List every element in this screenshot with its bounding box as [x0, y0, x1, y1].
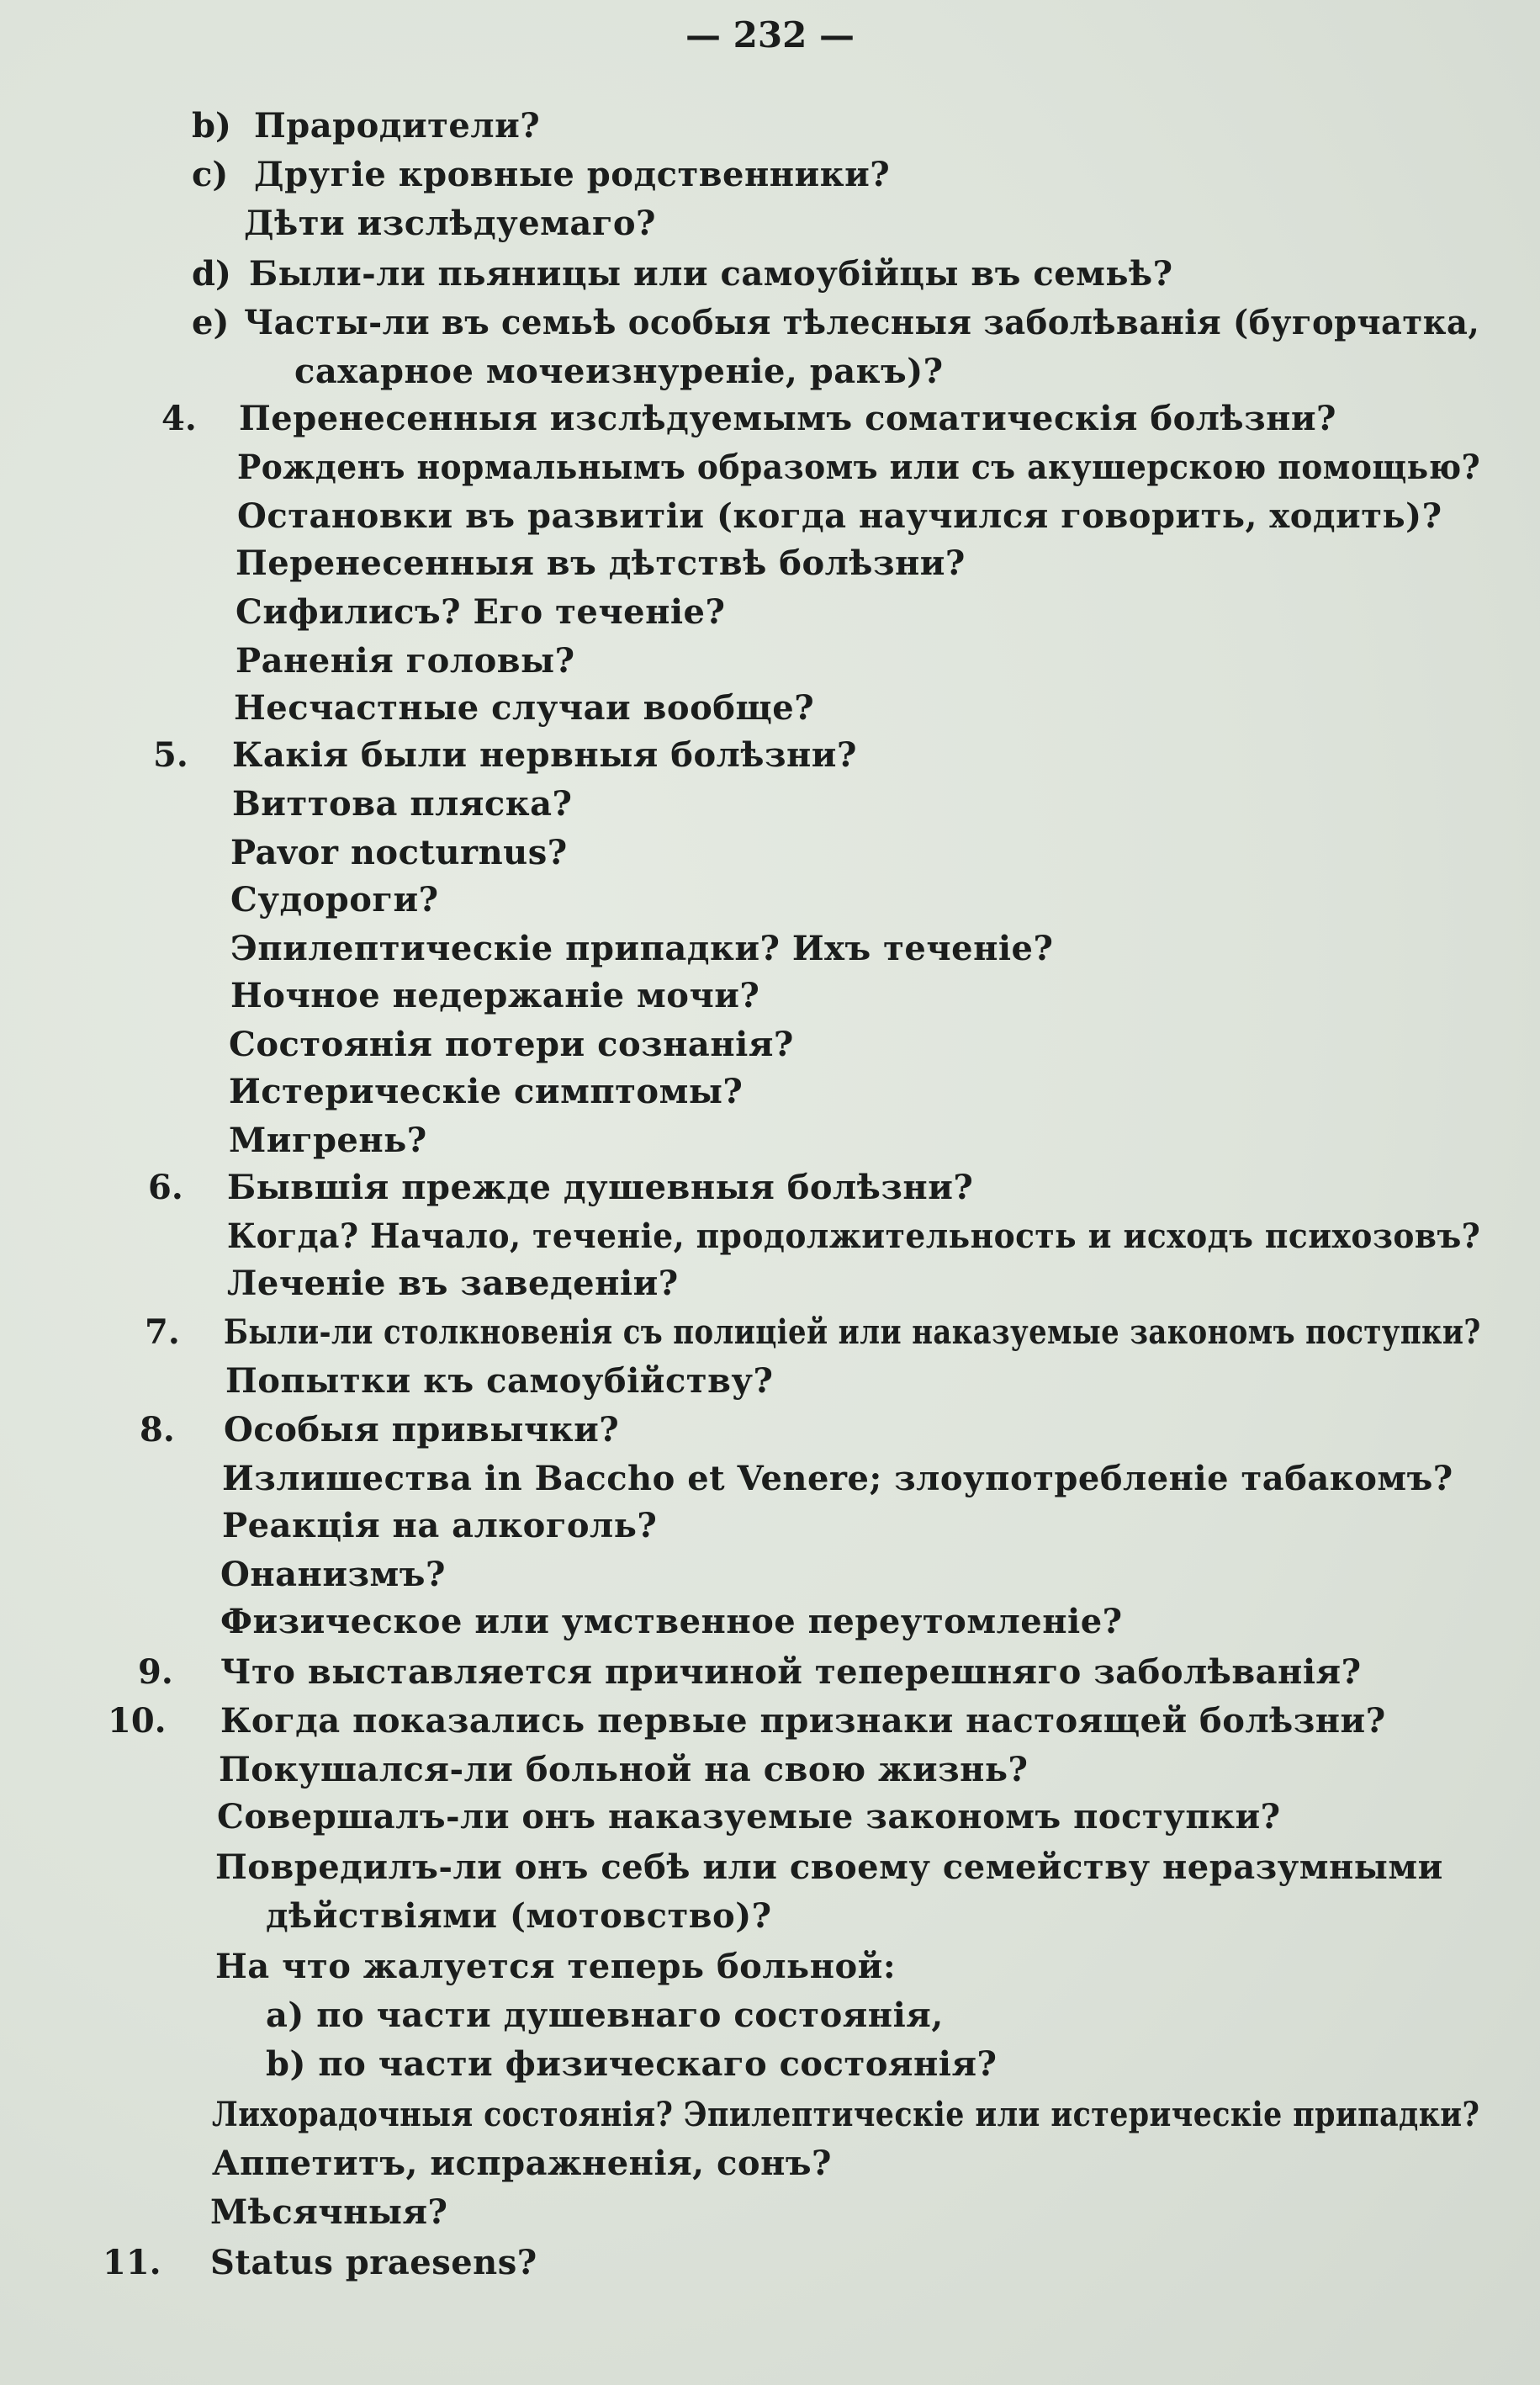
- text-line: Судороги?: [230, 880, 439, 920]
- text-line: Мѣсячныя?: [210, 2192, 448, 2232]
- text-line: Бывшія прежде душевныя болѣзни?: [227, 1168, 974, 1207]
- text-line: Pavor nocturnus?: [230, 833, 568, 872]
- text-line: Состоянія потери сознанія?: [229, 1025, 794, 1064]
- text-line: Лихорадочныя состоянія? Эпилептическіе или истерическіе припадки?: [212, 2095, 1480, 2134]
- text-line: Мигрень?: [229, 1121, 427, 1160]
- item-number: 5.: [153, 735, 188, 775]
- text-line: Онанизмъ?: [220, 1555, 446, 1594]
- text-line: Когда показались первые признаки настоящей болѣзни?: [220, 1701, 1386, 1741]
- text-line: Истерическіе симптомы?: [229, 1072, 744, 1111]
- text-line: дѣйствіями (мотовство)?: [266, 1896, 772, 1936]
- item-label: c): [192, 155, 229, 194]
- item-number: 10.: [108, 1701, 167, 1741]
- text-line: Совершалъ-ли онъ наказуемые закономъ поступки?: [217, 1797, 1281, 1836]
- text-line: Перенесенныя въ дѣтствѣ болѣзни?: [235, 543, 966, 583]
- text-line: Попытки къ самоубійству?: [225, 1361, 774, 1401]
- item-number: 4.: [161, 399, 197, 438]
- text-line: Физическое или умственное переутомленіе?: [220, 1602, 1123, 1641]
- text-line: a) по части душевнаго состоянія,: [266, 1995, 944, 2035]
- text-line: Раненія головы?: [235, 641, 575, 681]
- item-label: d): [192, 254, 231, 294]
- text-line: Несчастные случаи вообще?: [234, 688, 815, 728]
- item-number: 11.: [103, 2243, 161, 2282]
- text-line: Были-ли столкновенія съ полиціей или наказуемые закономъ поступки?: [224, 1312, 1481, 1352]
- item-label: e): [192, 303, 230, 342]
- text-line: Когда? Начало, теченіе, продолжительность и исходъ психозовъ?: [227, 1216, 1481, 1256]
- item-label: b): [192, 106, 231, 146]
- text-line: Виттова пляска?: [232, 784, 573, 824]
- text-line: Аппетитъ, испражненія, сонъ?: [212, 2144, 832, 2183]
- text-line: Рожденъ нормальнымъ образомъ или съ акушерскою помощью?: [237, 448, 1481, 487]
- text-line: Перенесенныя изслѣдуемымъ соматическія болѣзни?: [239, 399, 1336, 438]
- text-line: Status praesens?: [210, 2243, 537, 2282]
- text-line: Ночное недержаніе мочи?: [230, 976, 760, 1015]
- text-line: Покушался-ли больной на свою жизнь?: [219, 1750, 1029, 1789]
- text-line: Повредилъ-ли онъ себѣ или своему семейству неразумными: [215, 1847, 1443, 1887]
- text-line: Прародители?: [254, 106, 541, 146]
- text-line: Сифилисъ? Его теченіе?: [235, 592, 726, 632]
- text-line: Излишества in Baccho et Venere; злоупотребленіе табакомъ?: [222, 1459, 1453, 1498]
- item-number: 7.: [145, 1312, 180, 1352]
- text-line: Эпилептическіе припадки? Ихъ теченіе?: [230, 929, 1054, 968]
- text-line: Остановки въ развитіи (когда научился говорить, ходить)?: [237, 496, 1442, 536]
- text-line: Леченіе въ заведеніи?: [227, 1264, 679, 1303]
- text-line: Дѣти изслѣдуемаго?: [244, 204, 656, 243]
- item-number: 9.: [138, 1652, 173, 1692]
- text-line: Особыя привычки?: [224, 1410, 620, 1450]
- text-line: Что выставляется причиной теперешняго заболѣванія?: [220, 1652, 1362, 1692]
- text-line: Реакція на алкоголь?: [222, 1506, 658, 1545]
- page-number: — 232 —: [685, 14, 855, 56]
- text-line: Другіе кровные родственники?: [254, 155, 891, 194]
- text-line: b) по части физическаго состоянія?: [266, 2044, 998, 2084]
- text-line: Были-ли пьяницы или самоубійцы въ семьѣ?: [249, 254, 1173, 294]
- item-number: 6.: [148, 1168, 183, 1207]
- text-line: Какія были нервныя болѣзни?: [232, 735, 857, 775]
- text-line: На что жалуется теперь больной:: [215, 1947, 897, 1986]
- text-line: Часты-ли въ семьѣ особыя тѣлесныя заболѣванія (бугорчатка,: [244, 303, 1480, 342]
- text-line: сахарное мочеизнуреніе, ракъ)?: [294, 352, 944, 391]
- item-number: 8.: [140, 1410, 175, 1450]
